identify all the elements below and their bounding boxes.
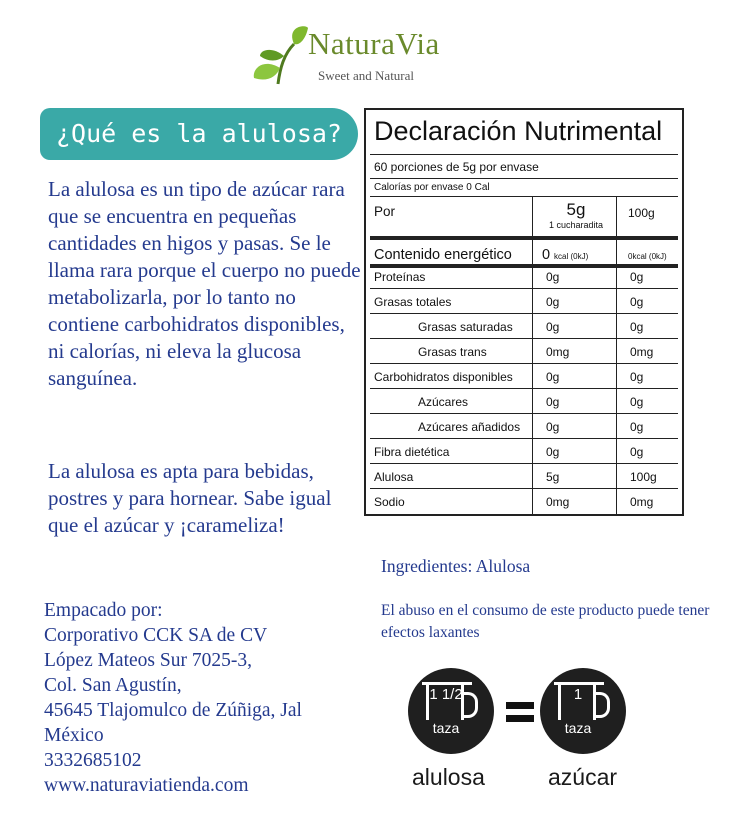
brand-logo — [250, 24, 480, 86]
header-serving: 5g — [566, 200, 586, 219]
divider — [370, 178, 678, 179]
nutrient-value: 0g — [546, 295, 560, 309]
nutrient-label: Grasas saturadas — [418, 320, 513, 334]
energy-label: Contenido energético — [374, 247, 512, 263]
nutrition-title: Declaración Nutrimental — [374, 116, 663, 146]
ingredients: Ingredientes: Alulosa — [381, 556, 531, 576]
header-por: Por — [374, 204, 396, 219]
nutrient-label: Grasas trans — [418, 345, 487, 359]
alulose-label: alulosa — [412, 764, 485, 790]
column-divider — [532, 196, 533, 516]
leaf-icon — [250, 24, 310, 86]
nutrition-facts-table — [364, 108, 684, 516]
nutrient-value-100: 0g — [630, 295, 644, 309]
section-heading: ¿Qué es la alulosa? — [40, 108, 358, 160]
packer-website: www.naturaviatienda.com — [44, 775, 249, 796]
thick-divider — [370, 264, 678, 268]
laxative-warning: El abuso en el consumo de este producto puede tener efectos laxantes — [381, 602, 710, 641]
header-per100: 100g — [628, 206, 655, 220]
nutrient-value: 0g — [546, 395, 560, 409]
nutrient-label: Carbohidratos disponibles — [374, 370, 513, 384]
row-divider — [370, 313, 678, 314]
nutrient-label: Sodio — [374, 495, 405, 509]
alulose-unit: taza — [418, 720, 474, 736]
nutrient-value-100: 100g — [630, 470, 657, 484]
nutrient-label: Proteínas — [374, 270, 426, 284]
energy-unit: kcal (0kJ) — [554, 252, 589, 261]
nutrient-value-100: 0g — [630, 395, 644, 409]
header-serving-sub: 1 cucharadita — [548, 220, 604, 230]
energy-value-100: 0kcal (0kJ) — [628, 252, 667, 261]
nutrient-label: Azúcares añadidos — [418, 420, 521, 434]
nutrient-value-100: 0g — [630, 270, 644, 284]
nutrient-value: 0g — [546, 370, 560, 384]
cup-icon-sugar — [540, 668, 626, 754]
equals-icon — [506, 702, 534, 722]
brand-name: NaturaVia — [308, 26, 440, 61]
nutrient-value-100: 0g — [630, 445, 644, 459]
nutrient-value: 0g — [546, 445, 560, 459]
nutrient-value: 5g — [546, 470, 560, 484]
nutrient-value: 0mg — [546, 495, 570, 509]
row-divider — [370, 338, 678, 339]
calories-per-package: Calorías por envase 0 Cal — [374, 182, 490, 193]
brand-tagline: Sweet and Natural — [318, 68, 415, 83]
row-divider — [370, 463, 678, 464]
row-divider — [370, 438, 678, 439]
description-paragraph-2: La alulosa es apta para bebidas, postres y para hornear. Sabe igual que el azúcar y ¡carameliza! — [48, 459, 332, 537]
nutrient-value-100: 0g — [630, 420, 644, 434]
nutrient-value-100: 0g — [630, 320, 644, 334]
nutrient-value-100: 0g — [630, 370, 644, 384]
alulose-amount: 1 1/2 — [429, 686, 463, 703]
row-divider — [370, 488, 678, 489]
divider — [370, 154, 678, 155]
servings-per-package: 60 porciones de 5g por envase — [374, 160, 539, 174]
packer-company: Corporativo CCK SA de CV — [44, 625, 268, 646]
packer-city: 45645 Tlajomulco de Zúñiga, Jal — [44, 700, 302, 721]
nutrient-label: Grasas totales — [374, 295, 452, 309]
divider — [370, 196, 678, 197]
row-divider — [370, 363, 678, 364]
nutrient-value: 0g — [546, 420, 560, 434]
nutrient-label: Alulosa — [374, 470, 414, 484]
nutrient-label: Fibra dietética — [374, 445, 450, 459]
packer-phone: 3332685102 — [44, 750, 142, 771]
nutrient-value: 0g — [546, 270, 560, 284]
nutrient-value-100: 0mg — [630, 345, 654, 359]
row-divider — [370, 288, 678, 289]
nutrient-value-100: 0mg — [630, 495, 654, 509]
description-paragraph-1: La alulosa es un tipo de azúcar rara que se encuentra en pequeñas cantidades en higos y pasas. Se le llama rara porque el cuerpo no puede metabolizarla, por lo tanto no contiene carbohidratos disponibles, ni calorías, ni eleva la glucosa sanguínea. — [48, 177, 361, 390]
nutrient-label: Azúcares — [418, 395, 469, 409]
packer-street: López Mateos Sur 7025-3, — [44, 650, 252, 671]
packer-colony: Col. San Agustín, — [44, 675, 182, 696]
packer-line: Empacado por: — [44, 600, 163, 621]
row-divider — [370, 413, 678, 414]
packer-info — [44, 598, 364, 798]
row-divider — [370, 388, 678, 389]
sugar-label: azúcar — [548, 764, 618, 790]
cup-icon-alulose — [408, 668, 494, 754]
nutrient-value: 0mg — [546, 345, 570, 359]
sugar-unit: taza — [550, 720, 606, 736]
thick-divider — [370, 236, 678, 240]
energy-value: 0 — [542, 247, 551, 263]
nutrient-value: 0g — [546, 320, 560, 334]
column-divider — [616, 196, 617, 516]
packer-country: México — [44, 725, 104, 746]
sugar-amount: 1 — [573, 686, 583, 703]
